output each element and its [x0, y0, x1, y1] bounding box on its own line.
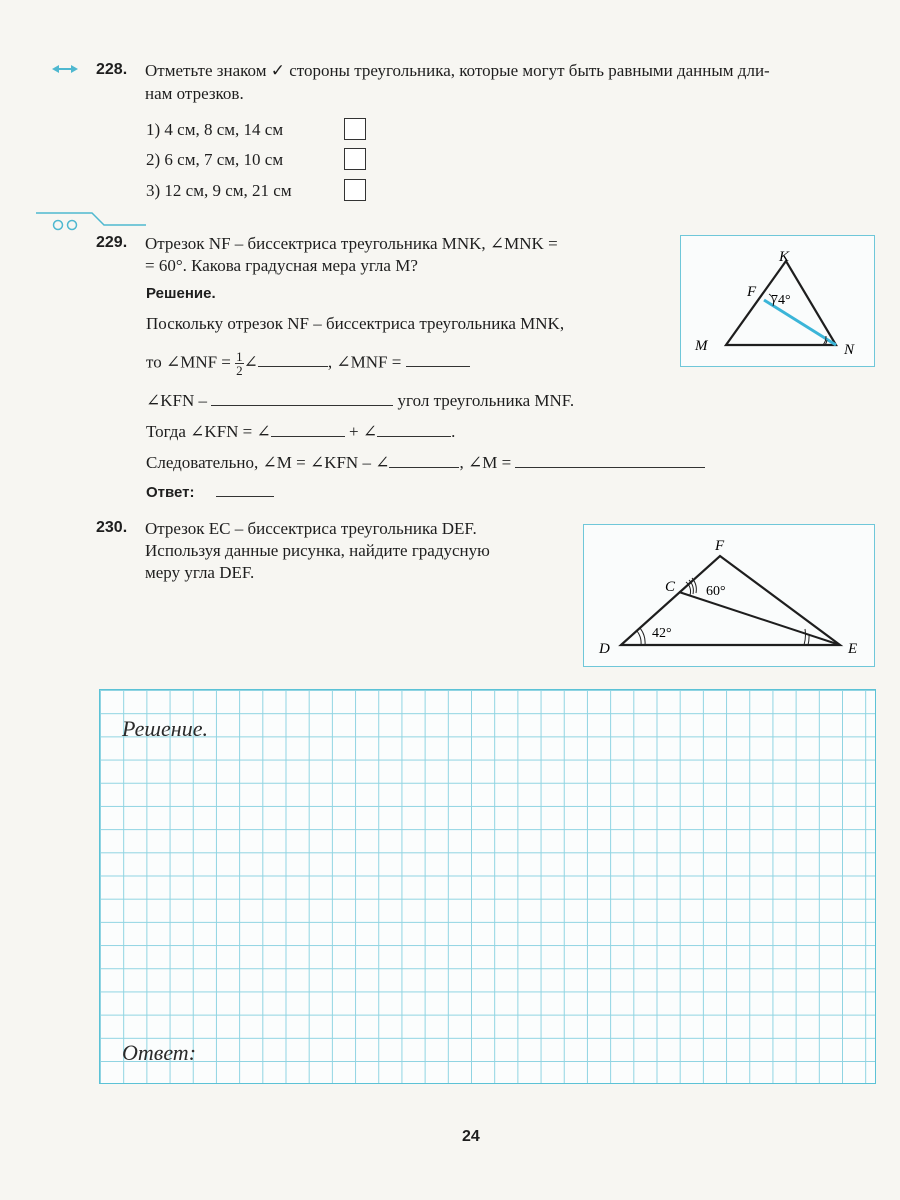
option-2: 2) 6 см, 7 см, 10 см	[146, 150, 284, 169]
answer-label-229: Ответ:	[146, 484, 195, 501]
line-b-mid: , ∠MNF =	[327, 352, 402, 372]
line-b-start: то ∠MNF =	[146, 352, 231, 372]
solution-line-b	[146, 350, 470, 377]
problem-230-number: 230.	[96, 519, 128, 536]
grid-answer-label: Ответ:	[122, 1040, 197, 1065]
label-n: N	[844, 342, 855, 358]
solution-line-e	[146, 451, 705, 475]
solution-line-a: Поскольку отрезок NF – биссектриса треугольника MNK,	[146, 314, 565, 333]
line-b-angle: ∠	[243, 352, 258, 372]
line-d-start: Тогда ∠KFN = ∠	[146, 422, 271, 441]
triangle-mnk-figure	[680, 235, 875, 367]
option-1-checkbox[interactable]	[344, 118, 366, 140]
line-d-end: .	[451, 422, 456, 441]
circles-tab-icon	[36, 210, 146, 237]
blank-angle-1[interactable]	[258, 350, 328, 367]
label-k: K	[779, 249, 790, 265]
solution-label-229: Решение.	[146, 285, 216, 302]
line-e-mid: , ∠M =	[459, 453, 512, 472]
label-e: E	[848, 641, 858, 657]
option-2-checkbox[interactable]	[344, 148, 366, 170]
problem-229-number: 229.	[96, 234, 128, 251]
blank-angle-type[interactable]	[211, 389, 393, 406]
grid-solution-label: Решение.	[122, 716, 208, 741]
problem-230-text-line3: меру угла DEF.	[145, 563, 255, 582]
angle-60: 60°	[706, 584, 726, 599]
option-3-checkbox[interactable]	[344, 179, 366, 201]
blank-angle-4[interactable]	[389, 451, 459, 468]
solution-grid[interactable]	[99, 689, 876, 1084]
label-d: D	[599, 641, 610, 657]
blank-angle-3[interactable]	[377, 420, 451, 437]
solution-line-d	[146, 420, 455, 444]
fraction-half: $\frac{1}{2}$	[236, 349, 243, 378]
option-3: 3) 12 см, 9 см, 21 см	[146, 181, 292, 200]
problem-230-text-line1: Отрезок EC – биссектриса треугольника DEF.	[145, 519, 477, 538]
problem-229-text-line1: Отрезок NF – биссектриса треугольника MNK, ∠MNK =	[145, 234, 558, 253]
problem-228-number: 228.	[96, 61, 128, 78]
option-1: 1) 4 см, 8 см, 14 см	[146, 120, 284, 139]
label-f-230: F	[715, 538, 725, 554]
blank-m-value[interactable]	[515, 451, 705, 468]
problem-229-text-line2: = 60°. Какова градусная мера угла M?	[145, 256, 418, 275]
line-c-start: ∠KFN –	[146, 391, 208, 410]
solution-line-c	[146, 389, 574, 413]
blank-mnf-value[interactable]	[406, 350, 470, 367]
triangle-def-figure	[583, 524, 875, 667]
problem-228-text-line1: Отметьте знаком ✓ стороны треугольника, которые могут быть равными данным дли-	[145, 61, 770, 80]
label-c: C	[665, 579, 676, 595]
double-arrow-icon	[52, 62, 78, 80]
line-e-start: Следовательно, ∠M = ∠KFN – ∠	[146, 453, 390, 472]
problem-230-text-line2: Используя данные рисунка, найдите градусную	[145, 541, 490, 560]
label-m: M	[695, 338, 708, 354]
line-d-plus: + ∠	[349, 422, 378, 441]
label-f: F	[747, 284, 757, 300]
line-c-end: угол треугольника MNF.	[397, 391, 575, 410]
page-number: 24	[462, 1128, 480, 1145]
blank-angle-2[interactable]	[271, 420, 345, 437]
answer-blank-229[interactable]	[216, 496, 274, 497]
angle-74: 74°	[771, 293, 791, 308]
angle-42: 42°	[652, 626, 672, 641]
problem-228-text-line2: нам отрезков.	[145, 84, 244, 103]
